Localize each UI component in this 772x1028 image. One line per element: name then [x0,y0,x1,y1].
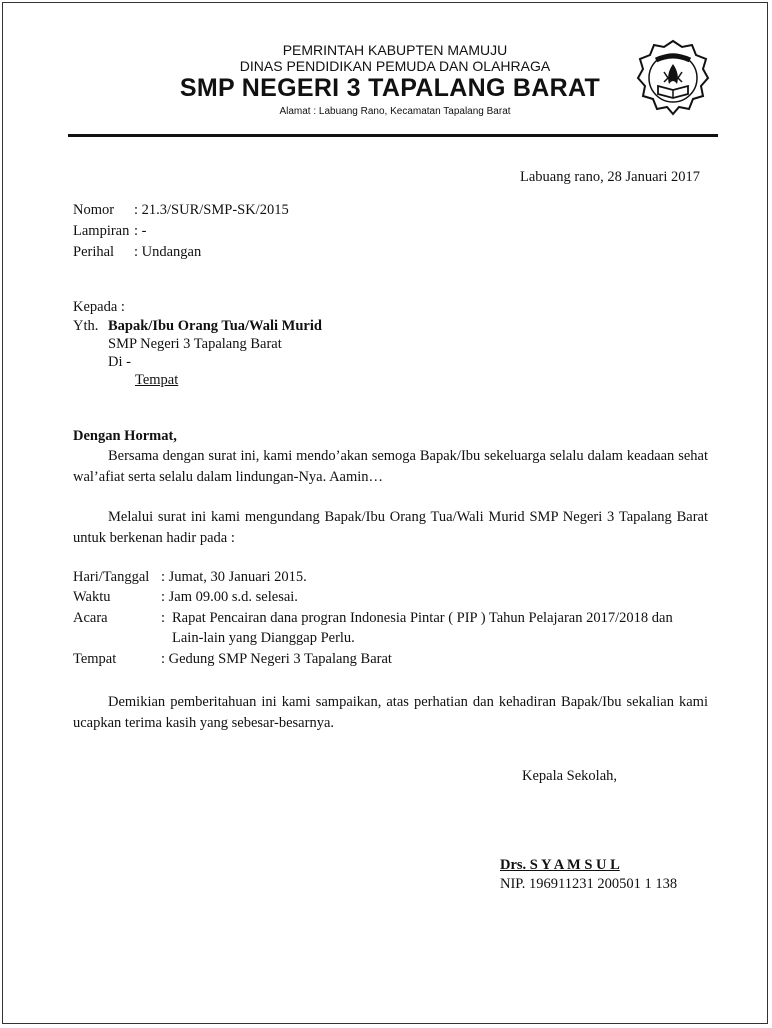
acara-line1: Rapat Pencairan dana progran Indonesia Pintar ( PIP ) Tahun Pelajaran 2017/2018 dan [172,610,673,626]
lampiran-label: Lampiran [73,223,130,239]
tempat-value: : Gedung SMP Negeri 3 Tapalang Barat [161,651,392,667]
paragraph-opening: Bersama dengan surat ini, kami mendo’akan semoga Bapak/Ibu sekeluarga selalu dalam keadaan sehat wal’afiat serta selalu dalam lindungan-Nya. Aamin… [73,448,708,485]
school-name: SMP NEGERI 3 TAPALANG BARAT [179,74,601,102]
recipient-tempat: Tempat [135,372,179,388]
school-logo-icon [636,38,710,116]
letter-date: Labuang rano, 28 Januari 2017 [520,169,700,185]
waktu-label: Waktu [73,589,111,605]
signature-nip: NIP. 196911231 200501 1 138 [500,876,678,892]
acara-colon: : [161,610,166,626]
greeting: Dengan Hormat, [73,428,177,444]
paragraph-closing: Demikian pemberitahuan ini kami sampaikan, atas perhatian dan kehadiran Bapak/Ibu sekalian kami ucapkan terima kasih yang sebesar-besarnya. [73,694,708,731]
kepada-label: Kepada : [73,299,125,315]
paragraph-invitation: Melalui surat ini kami mengundang Bapak/Ibu Orang Tua/Wali Murid SMP Negeri 3 Tapalang Barat untuk berkenan hadir pada : [73,509,708,546]
perihal-label: Perihal [73,244,115,260]
signature-title: Kepala Sekolah, [522,768,618,784]
letterhead-line1: PEMRINTAH KABUPTEN MAMUJU [282,42,508,58]
perihal-value: : Undangan [134,244,202,260]
lampiran-value: : - [134,223,147,239]
school-address: Alamat : Labuang Rano, Kecamatan Tapalang Barat [279,106,511,117]
hari-label: Hari/Tanggal [73,569,150,585]
nomor-label: Nomor [73,202,115,218]
recipient-name: Bapak/Ibu Orang Tua/Wali Murid [108,318,322,334]
signature-name: Drs. S Y A M S U L [500,857,620,873]
recipient-di: Di - [108,354,131,370]
acara-label: Acara [73,610,108,626]
letterhead-divider [68,134,718,137]
yth-label: Yth. [73,318,99,334]
hari-value: : Jumat, 30 Januari 2015. [161,569,307,585]
waktu-value: : Jam 09.00 s.d. selesai. [161,589,298,605]
letterhead-line2: DINAS PENDIDIKAN PEMUDA DAN OLAHRAGA [239,58,551,74]
acara-line2: Lain-lain yang Dianggap Perlu. [172,630,355,646]
nomor-value: : 21.3/SUR/SMP-SK/2015 [134,202,289,218]
tempat-label: Tempat [73,651,117,667]
recipient-org: SMP Negeri 3 Tapalang Barat [108,336,282,352]
